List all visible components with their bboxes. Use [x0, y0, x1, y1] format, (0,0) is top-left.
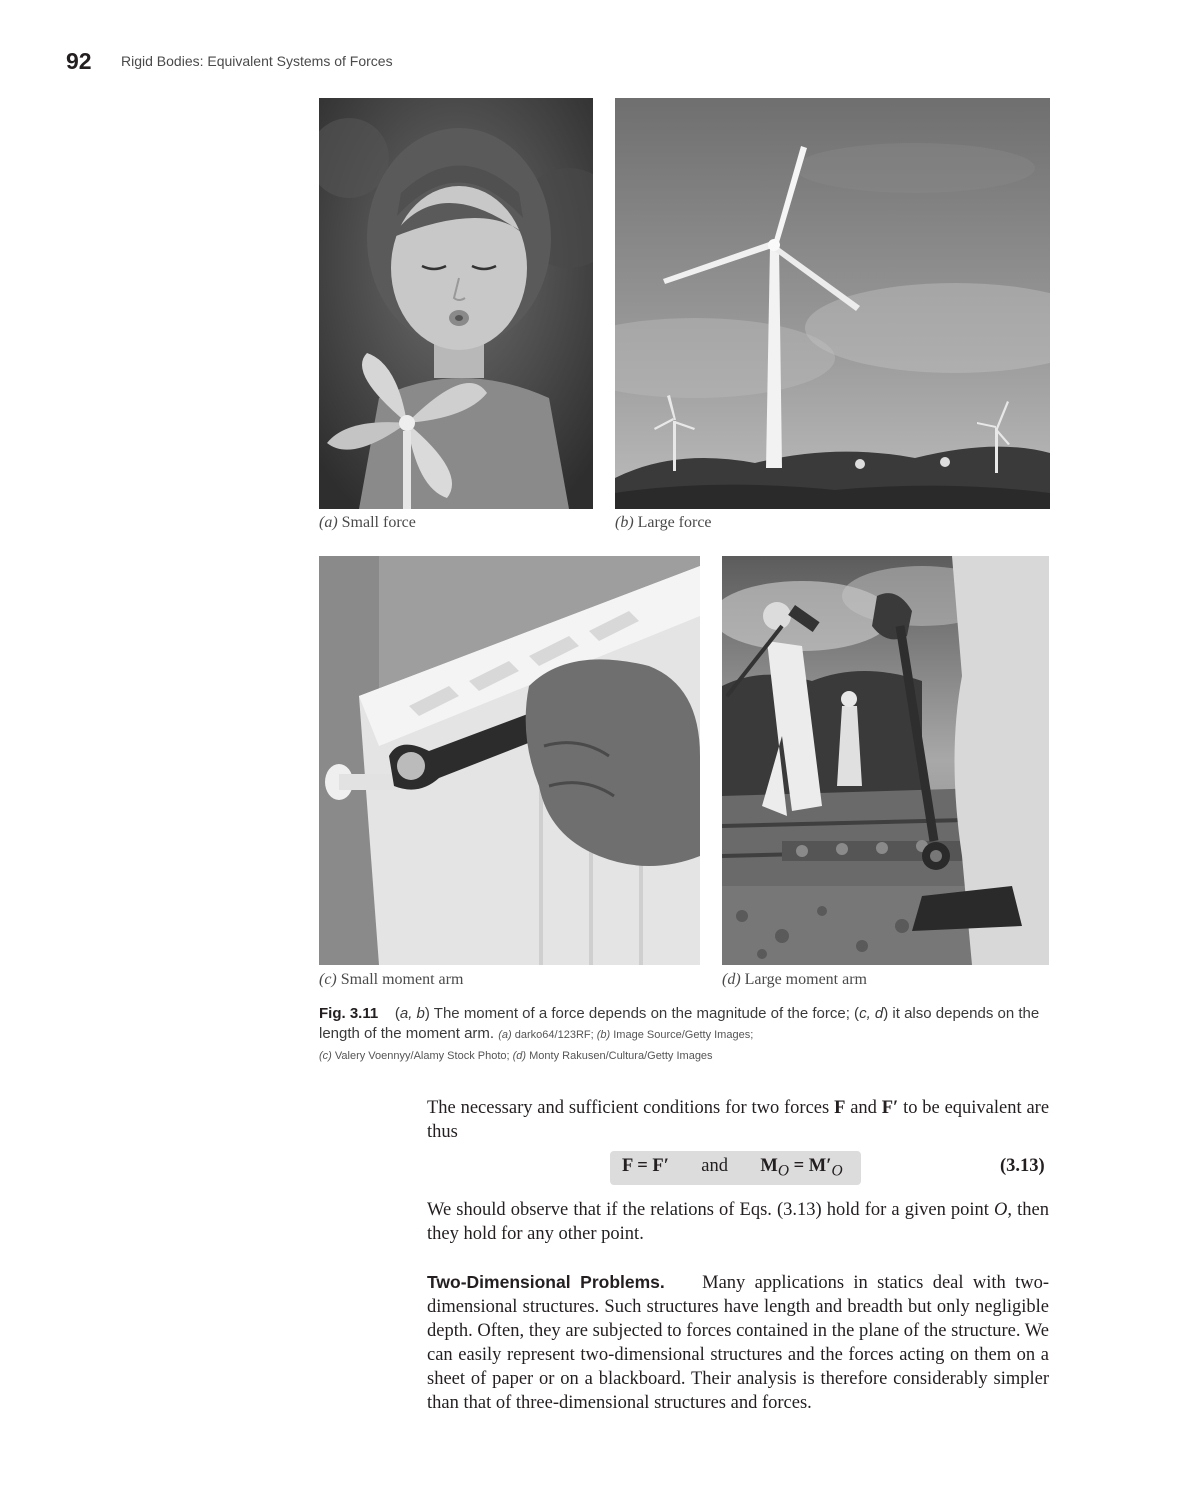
- panel-caption-d: Large moment arm: [744, 971, 867, 988]
- panel-caption-a: Small force: [341, 514, 416, 531]
- panel-label-d: (d): [722, 971, 741, 988]
- paragraph-equivalence: The necessary and sufficient conditions for two forces F and F′ to be equivalent are thus: [427, 1098, 1050, 1142]
- panel-label-c: (c): [319, 971, 337, 988]
- vector-F: F: [834, 1098, 846, 1118]
- photo-small-force: [319, 98, 593, 509]
- vector-F-prime: F′: [881, 1098, 899, 1118]
- caption-panel-a: [319, 514, 416, 532]
- caption-panel-d: [722, 971, 867, 989]
- figure-caption: [319, 1004, 1059, 1066]
- photo-small-moment-arm: [319, 556, 700, 965]
- photo-wind-turbine: [615, 98, 1050, 509]
- paragraph-two-dimensional: Two-Dimensional Problems. Many applications in statics deal with two-dimensional structures. Such structures have length and breadth but only negligible depth. Often, they are subjected to forces contained in the plane of the structure. We can easily represent two-dimensional structures and the forces acting on them on a sheet of paper or on a blackboard. Their analysis is therefore considerably simpler than that of three-dimensional structures and forces.: [427, 1272, 1049, 1413]
- photo-railway-workers: [722, 556, 1049, 965]
- equation-3-13: F = F′ and $M_O = M'_O$: [622, 1156, 843, 1180]
- panel-caption-b: Large force: [637, 514, 712, 531]
- section-heading-two-dimensional: Two-Dimensional Problems.: [427, 1272, 665, 1292]
- figure-number: Fig. 3.11: [319, 1005, 379, 1022]
- panel-caption-c: Small moment arm: [340, 971, 464, 988]
- photo-large-force: [615, 98, 1050, 509]
- equation-number: (3.13): [1000, 1156, 1045, 1176]
- paragraph-any-point: We should observe that if the relations of Eqs. (3.13) hold for a given point O, then they hold for any other point.: [427, 1200, 1049, 1244]
- caption-text-1: (: [394, 1005, 400, 1022]
- photo-radiator-wrench: [319, 556, 700, 965]
- photo-credits: (a) darko64/123RF; (b) Image Source/Getty Images; (c) Valery Voennyy/Alamy Stock Photo; (d) Monty Rakusen/Cultura/Getty Images: [319, 1029, 754, 1062]
- caption-text-2: ) The moment of a force depends on the magnitude of the force; (: [424, 1005, 860, 1022]
- caption-cd: c, d: [859, 1005, 884, 1022]
- panel-label-b: (b): [615, 514, 634, 531]
- caption-text-3: ) it also depends on the length of the moment arm.: [319, 1005, 1040, 1042]
- photo-girl-pinwheel: [319, 98, 593, 509]
- eq-force-equality: F = F′: [622, 1156, 669, 1176]
- photo-large-moment-arm: [722, 556, 1049, 965]
- caption-ab: a, b: [399, 1005, 425, 1022]
- eq-and: and: [701, 1156, 729, 1176]
- caption-panel-c: [319, 971, 463, 989]
- page-number: 92: [66, 48, 92, 74]
- caption-panel-b: [615, 514, 712, 532]
- running-head: Rigid Bodies: Equivalent Systems of Forces: [121, 53, 393, 69]
- panel-label-a: (a): [319, 514, 338, 531]
